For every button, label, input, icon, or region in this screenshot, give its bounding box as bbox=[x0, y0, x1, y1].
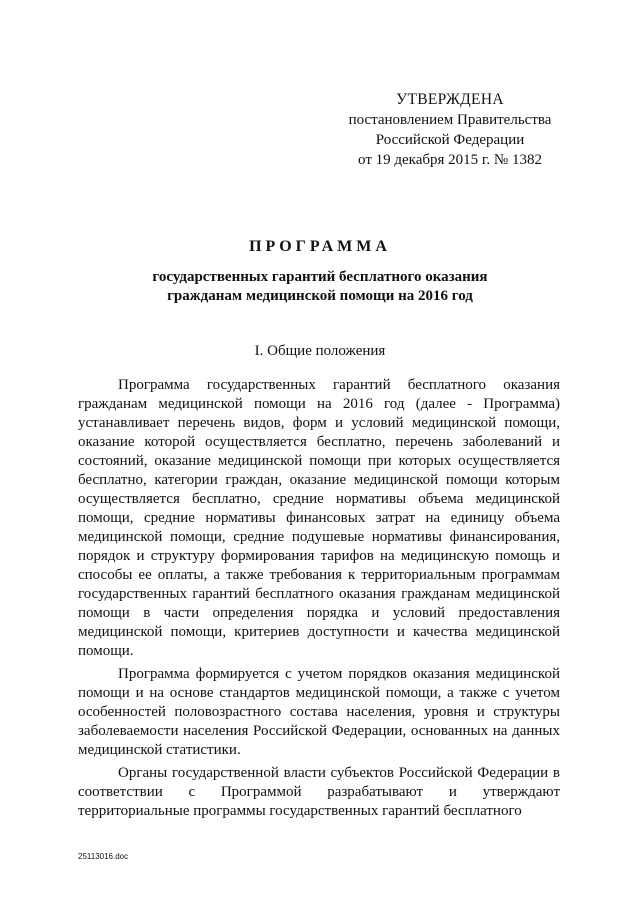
document-body bbox=[78, 376, 560, 825]
approval-line-1: постановлением Правительства bbox=[348, 112, 552, 128]
file-name-footer: 25113016.doc bbox=[78, 852, 129, 861]
paragraph-3: Органы государственной власти субъектов Российской Федерации в соответствии с Программой разрабатывают и утверждают территориальные программы государственных гарантий бесплатного bbox=[78, 765, 560, 819]
document-title: ПРОГРАММА bbox=[249, 238, 391, 255]
section-title: I. Общие положения bbox=[254, 343, 386, 359]
document-subtitle bbox=[78, 268, 562, 306]
paragraph-2: Программа формируется с учетом порядков оказания медицинской помощи и на основе стандартов медицинской помощи, а также с учетом особенностей половозрастного состава населения, уровня и структуры заболеваемости населения Российской Федерации, основанных на данных медицинской статистики. bbox=[78, 666, 560, 758]
subtitle-line-2: гражданам медицинской помощи на 2016 год bbox=[167, 288, 473, 304]
approval-line-3: от 19 декабря 2015 г. № 1382 bbox=[358, 152, 542, 168]
approval-heading: УТВЕРЖДЕНА bbox=[396, 91, 504, 108]
approval-line-2: Российской Федерации bbox=[375, 132, 525, 148]
approval-block bbox=[330, 90, 570, 170]
paragraph-1: Программа государственных гарантий бесплатного оказания гражданам медицинской помощи на 2016 год (далее - Программа) устанавливает перечень видов, форм и условий медицинской помощи, оказание которой осуществляется бесплатно, перечень заболеваний и состояний, оказание медицинской помощи при которых осуществляется бесплатно, категории граждан, оказание медицинской помощи которым осуществляется бесплатно, средние нормативы объема медицинской помощи, средние нормативы финансовых затрат на единицу объема медицинской помощи, средние подушевые нормативы финансирования, порядок и структуру формирования тарифов на медицинскую помощь и способы ее оплаты, а также требования к территориальным программам государственных гарантий бесплатного оказания гражданам медицинской помощи в части определения порядка и условий предоставления медицинской помощи, критериев доступности и качества медицинской помощи. bbox=[78, 377, 560, 659]
subtitle-line-1: государственных гарантий бесплатного оказания bbox=[152, 269, 488, 285]
